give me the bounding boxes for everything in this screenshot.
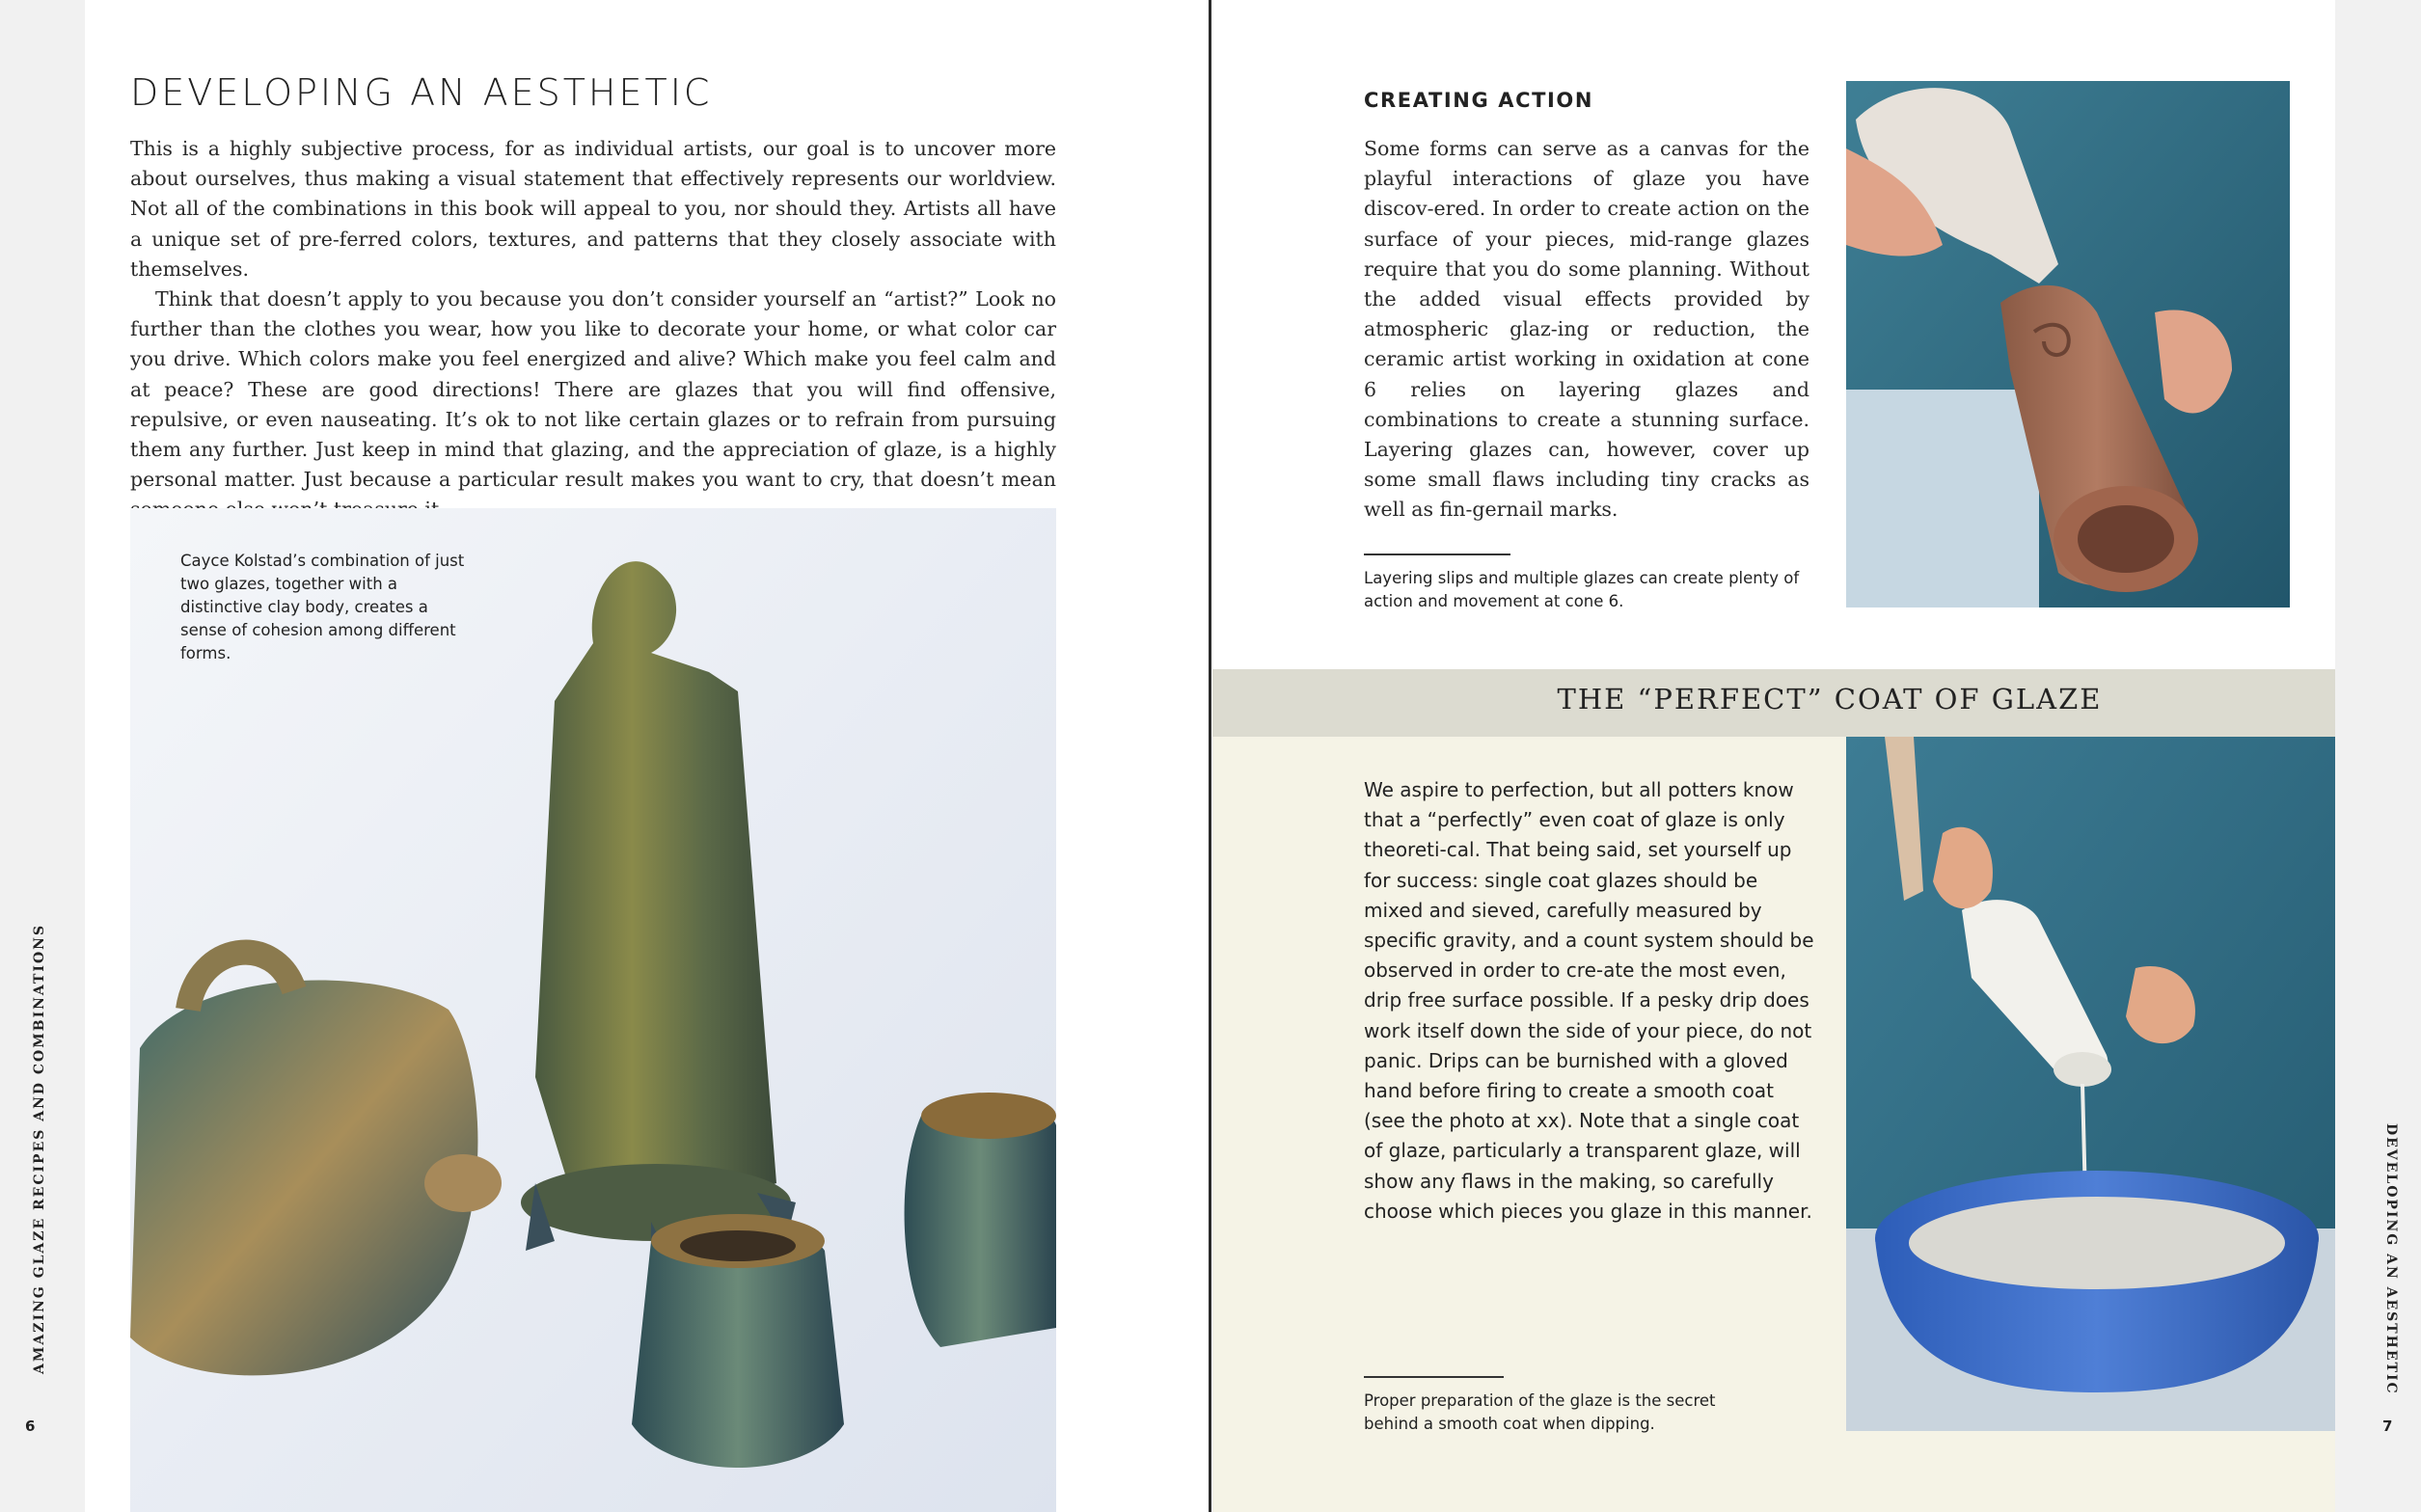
intro-text: [130, 134, 1056, 526]
dipping-illustration: [1846, 737, 2335, 1431]
action-photo-caption: Layering slips and multiple glazes can create plenty of action and movement at cone 6.: [1364, 569, 1800, 610]
sidebar-photo-caption: Proper preparation of the glaze is the secret behind a smooth coat when dipping.: [1364, 1391, 1716, 1433]
sidebar-caption-rule: [1364, 1376, 1504, 1378]
dipping-photo: [1846, 737, 2335, 1431]
intro-paragraph-2: Think that doesn’t apply to you because you don’t consider yourself an “artist?” Look no further than the clothes you wear, how you like to decorate your home, or what color car you drive. Which colors make you feel energized and alive? Which make you feel calm and at peace? These are good directions! There are glazes that you will find offensive, repulsive, or even nauseating. It’s ok to not like certain glazes or to refrain from pursuing them any further. Just keep in mind that glazing, and the appreciation of glaze, is a highly personal matter. Just because a particular result makes you want to cry, that doesn’t mean: [130, 287, 1056, 492]
sidebar-title-wrapper: [1212, 683, 2421, 716]
sidebar-title: THE “PERFECT” COAT OF GLAZE: [1557, 683, 2103, 716]
page-gutter: [1209, 0, 1211, 1512]
sidebar-text: We aspire to perfection, but all potters know that a “perfectly” even coat of glaze is only theoreti-cal. That being said, set yourself up for success: single coat glazes should be mixed and sieved, carefully measured by specific gravity, and a count system should be observed in order to cre-ate the most even, drip free surface possible. If a pesky drip does work itself down the side of your piece, do not panic. Drips can be burnished with a gloved hand before firing to create a smooth coat (see the photo at xx). Note that a single coat of glaze, particularly a transparent glaze, will show any flaws in the making, so carefully choose which pieces you glaze in this manner.: [1364, 778, 1814, 1223]
section-heading: CREATING ACTION: [1364, 89, 1594, 112]
creating-action-text: Some forms can serve as a canvas for the playful interactions of glaze you have discov-ered. In order to create action on the surface of your pieces, mid-range glazes require that you do some planning. Without the added visual effects provided by atmospheric glaz-ing or reduction, the ceramic artist working in oxidation at cone 6 relies on layering glazes and combinations to create a stunning surface. Layering glazes can, however, cover up some small flaws including tiny cracks as well as fin-gernail marks.: [1364, 137, 1809, 522]
caption-rule: [1364, 554, 1510, 555]
intro-paragraph-1: This is a highly subjective process, for as individual artists, our goal is to uncover more about ourselves, thus making a visual statement that effectively represents our worldview. Not all of the combinations in this book will appeal to you, nor should they. Artists all have a unique set of pre-ferred colors, textures, and patterns that they closely associate with themselves.: [130, 137, 1056, 281]
page-number-right: 7: [2382, 1418, 2393, 1435]
running-head-left: AMAZING GLAZE RECIPES AND COMBINATIONS: [32, 923, 47, 1374]
running-head-right: DEVELOPING AN AESTHETIC: [2383, 1123, 2399, 1395]
glaze-bottle-photo: [1846, 81, 2290, 608]
page-number-left: 6: [25, 1418, 36, 1435]
photo-caption: Cayce Kolstad’s combination of just two glazes, together with a distinctive clay body, creates a sense of cohesion among different forms.: [180, 552, 465, 662]
page-title: DEVELOPING AN AESTHETIC: [130, 71, 713, 114]
glaze-bottle-illustration: [1846, 81, 2290, 608]
